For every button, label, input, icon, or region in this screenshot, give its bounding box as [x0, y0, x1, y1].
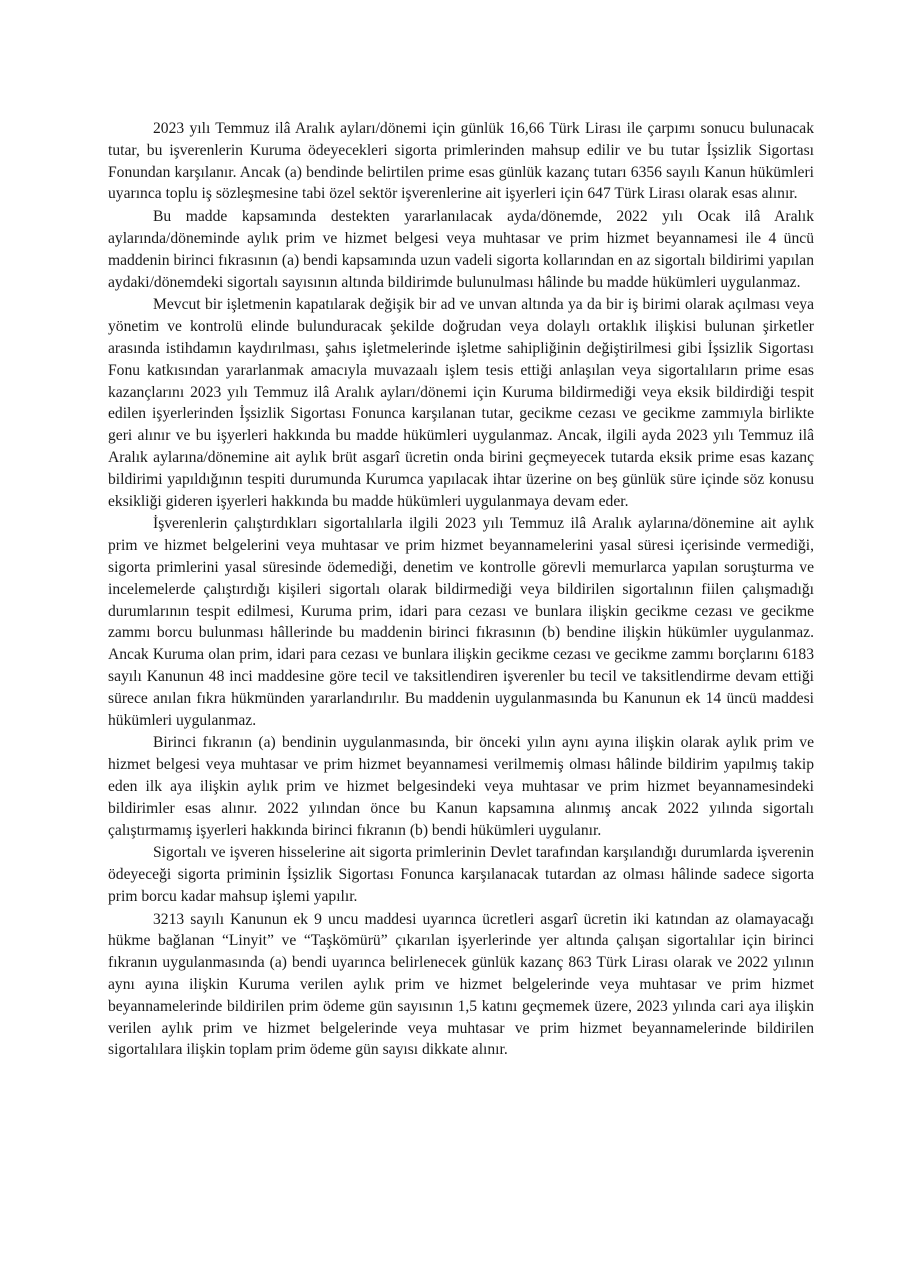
paragraph-7: 3213 sayılı Kanunun ek 9 uncu maddesi uyarınca ücretleri asgarî ücretin iki katından az olamayacağı hükme bağlanan “Linyit” ve “Taşkömürü” çıkarılan işyerlerinde yer altında çalışan sigortalılar için birinci fıkranın uygulanmasında (a) bendi uyarınca belirlenecek günlük kazanç 863 Türk Lirası olarak ve 2022 yılının aynı ayına ilişkin Kuruma verilen aylık prim ve hizmet belgelerinde veya muhtasar ve prim hizmet beyannamelerinde bildirilen prim ödeme gün sayısının 1,5 katını geçmemek üzere, 2023 yılında cari aya ilişkin verilen aylık prim ve hizmet belgelerinde veya muhtasar ve prim hizmet beyannamelerinde bildirilen sigortalılara ilişkin toplam prim ödeme gün sayısı dikkate alınır.	[108, 910, 814, 1059]
paragraph-5: Birinci fıkranın (a) bendinin uygulanmasında, bir önceki yılın aynı ayına ilişkin olarak aylık prim ve hizmet belgesi veya muhtasar ve prim hizmet beyannamesi verilmemiş olması hâlinde bildirim yapılmış takip eden ilk aya ilişkin aylık prim ve hizmet belgesindeki veya muhtasar ve prim hizmet beyannamesindeki bildirimler esas alınır. 2022 yılından önce bu Kanun kapsamına alınmış ancak 2022 yılında sigortalı çalıştırmamış işyerleri hakkında birinci fıkranın (b) bendi hükümleri uygulanır.	[108, 734, 814, 839]
paragraph-1: 2023 yılı Temmuz ilâ Aralık ayları/dönemi için günlük 16,66 Türk Lirası ile çarpımı sonucu bulunacak tutar, bu işverenlerin Kuruma ödeyecekleri sigorta primlerinden mahsup edilir ve bu tutar İşsizlik Sigortası Fonundan karşılanır. Ancak (a) bendinde belirtilen prime esas günlük kazanç tutarı 6356 sayılı Kanun hükümleri uyarınca toplu iş sözleşmesine tabi özel sektör işverenlerine ait işyerleri için 647 Türk Lirası olarak esas alınır.	[108, 120, 814, 203]
paragraph-2: Bu madde kapsamında destekten yararlanılacak ayda/dönemde, 2022 yılı Ocak ilâ Aralık aylarında/döneminde aylık prim ve hizmet belgesi veya muhtasar ve prim hizmet beyannamesi ile 4 üncü maddenin birinci fıkrasının (a) bendi kapsamında uzun vadeli sigorta kollarından en az sigortalı bildirimi yapılan aydaki/dönemdeki sigortalı sayısının altında bildirimde bulunulması hâlinde bu madde hükümleri uygulanmaz.	[108, 208, 814, 291]
paragraph-6: Sigortalı ve işveren hisselerine ait sigorta primlerinin Devlet tarafından karşılandığı durumlarda işverenin ödeyeceği sigorta priminin İşsizlik Sigortası Fonunca karşılanacak tutardan az olması hâlinde sadece sigorta prim borcu kadar mahsup işlemi yapılır.	[108, 844, 814, 905]
document-page	[108, 118, 814, 1062]
paragraph-4: İşverenlerin çalıştırdıkları sigortalılarla ilgili 2023 yılı Temmuz ilâ Aralık aylarına/dönemine ait aylık prim ve hizmet belgelerini veya muhtasar ve prim hizmet beyannamelerini yasal süresi içerisinde vermediği, sigorta primlerini yasal süresinde ödemediği, denetim ve kontrolle görevli memurlarca yapılan soruşturma ve incelemelerde çalıştırdığı kişileri sigortalı olarak bildirmediği veya bildirilen sigortalının fiilen çalışmadığı durumlarının tespit edilmesi, Kuruma prim, idari para cezası ve bunlara ilişkin gecikme cezası ve gecikme zammı borcu bulunması hâllerinde bu maddenin birinci fıkrasının (b) bendine ilişkin hükümler uygulanmaz. Ancak Kuruma olan prim, idari para cezası ve bunlara ilişkin gecikme cezası ve gecikme zammı borçlarını 6183 sayılı Kanunun 48 inci maddesine göre tecil ve taksitlendiren işverenler bu tecil ve taksitlendirme devam ettiği sürece anılan fıkra hükmünden yararlandırılır. Bu maddenin uygulanmasında bu Kanunun ek 14 üncü maddesi hükümleri uygulanmaz.	[108, 515, 814, 729]
paragraph-3: Mevcut bir işletmenin kapatılarak değişik bir ad ve unvan altında ya da bir iş birimi olarak açılması veya yönetim ve kontrolü elinde bulunduracak şekilde doğrudan veya dolaylı ortaklık ilişkisi bulunan şirketler arasında istihdamın kaydırılması, şahıs işletmelerinde işletme sahipliğinin değiştirilmesi gibi İşsizlik Sigortası Fonu katkısından yararlanmak amacıyla muvazaalı işlem tesis ettiği anlaşılan veya sigortalıların prime esas kazançlarını 2023 yılı Temmuz ilâ Aralık ayları/dönemi için Kuruma bildirmediği veya eksik bildirdiği tespit edilen işyerlerinden İşsizlik Sigortası Fonunca karşılanan tutar, gecikme cezası ve gecikme zammıyla birlikte geri alınır ve bu işyerleri hakkında bu madde hükümleri uygulanmaz. Ancak, ilgili ayda 2023 yılı Temmuz ilâ Aralık aylarına/dönemine ait aylık brüt asgarî ücretin onda birini geçmeyecek tutarda eksik prime esas kazanç bildirimi yapıldığının tespiti durumunda Kurumca yapılacak ihtar üzerine on beş günlük süre içinde söz konusu eksikliği gideren işyerleri hakkında bu madde hükümleri uygulanmaya devam eder.	[108, 296, 814, 510]
